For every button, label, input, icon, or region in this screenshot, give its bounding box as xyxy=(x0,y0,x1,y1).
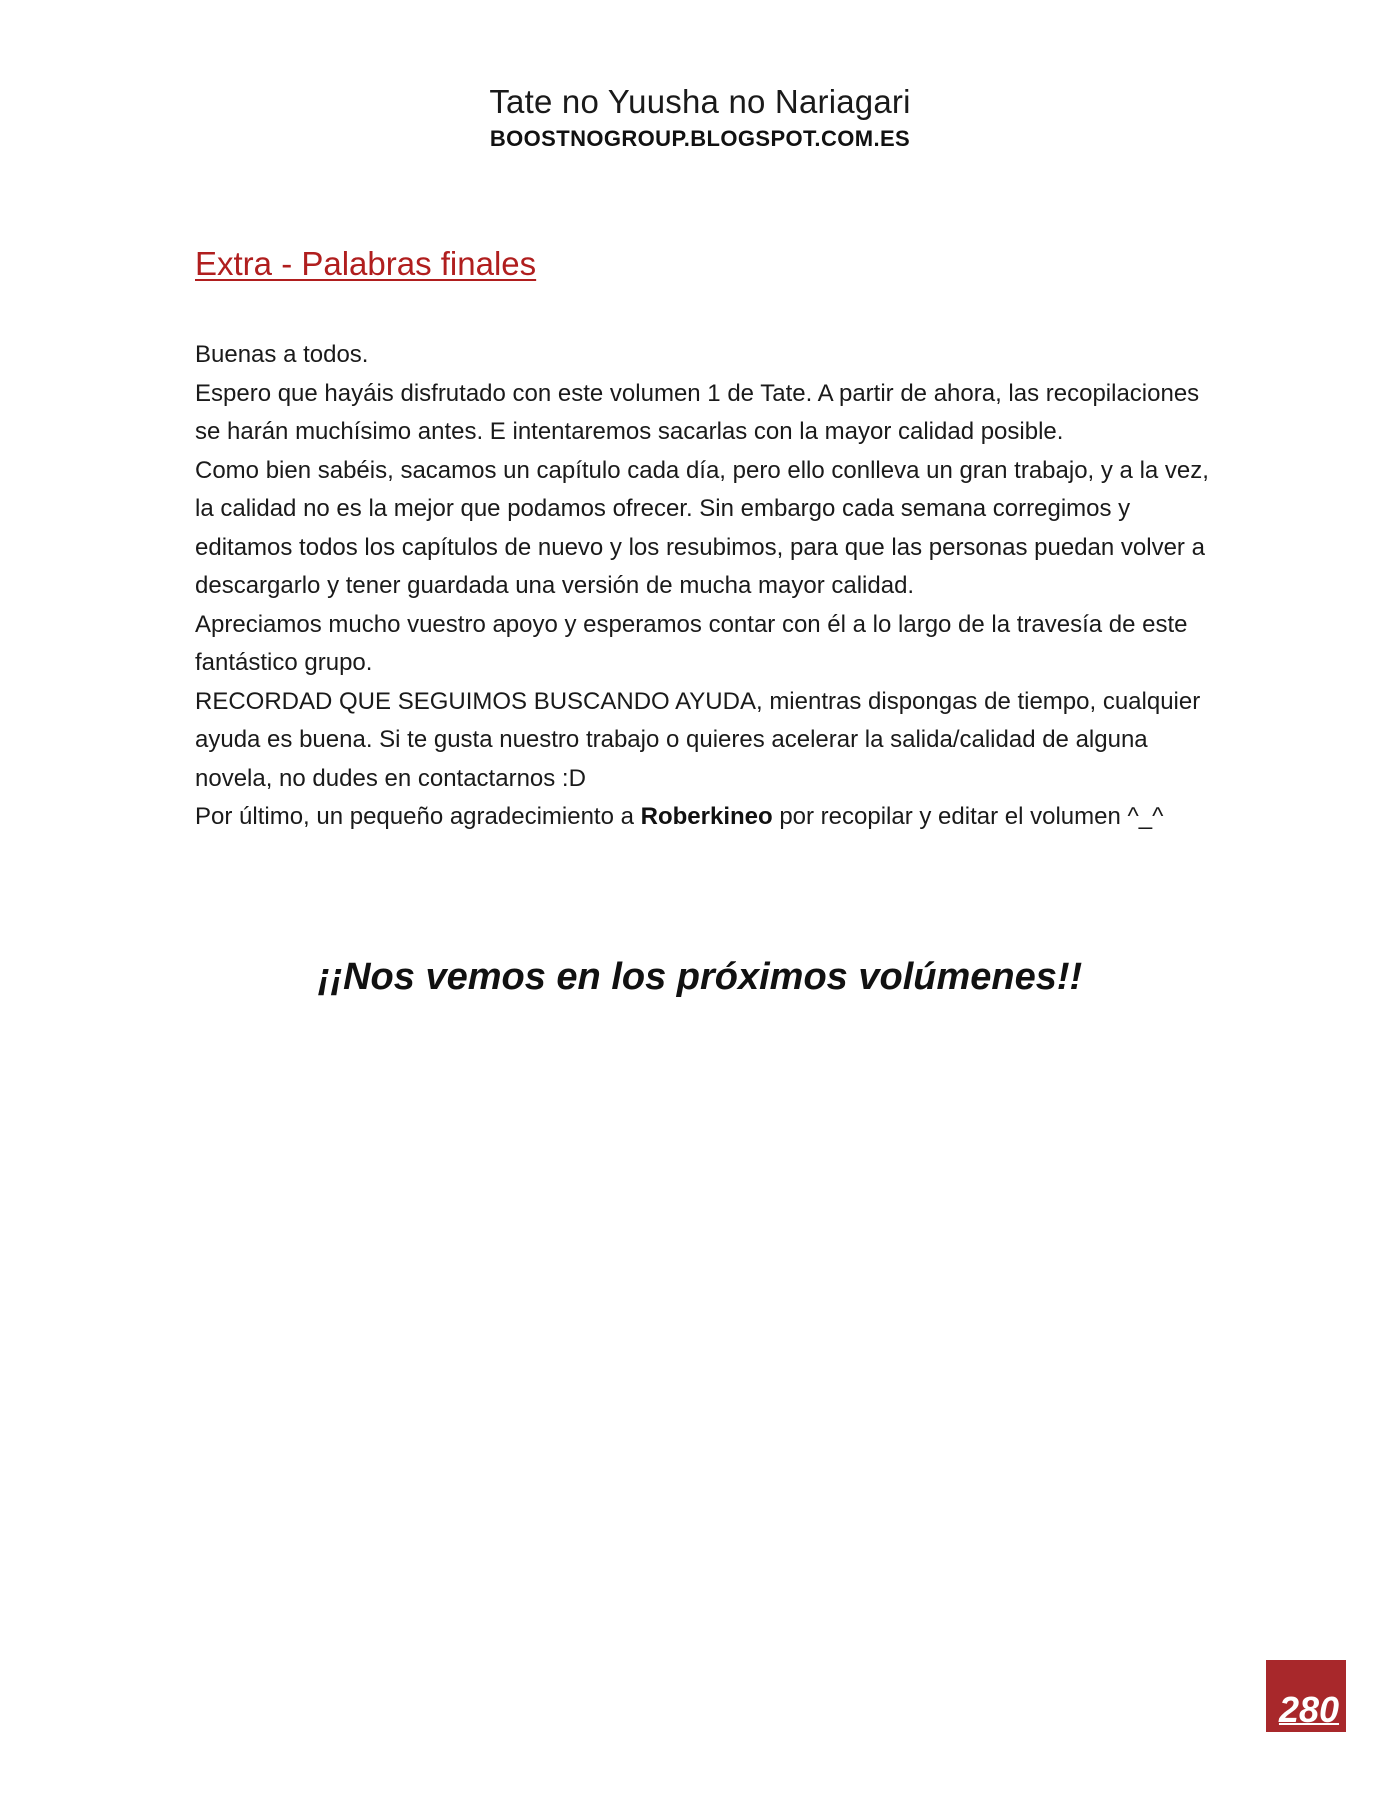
paragraph: Apreciamos mucho vuestro apoyo y esperamos contar con él a lo largo de la travesía de este fantástico grupo. xyxy=(195,610,1188,676)
contributor-name: Roberkineo xyxy=(640,803,773,830)
closing-message: ¡¡Nos vemos en los próximos volúmenes!! xyxy=(317,956,1083,998)
paragraph: Buenas a todos. xyxy=(195,341,369,368)
thanks-text: Por último, un pequeño agradecimiento a xyxy=(195,803,641,830)
book-title: Tate no Yuusha no Nariagari xyxy=(489,83,911,120)
thanks-text-end: por recopilar y editar el volumen ^_^ xyxy=(772,803,1164,830)
paragraph-thanks xyxy=(195,798,1215,837)
paragraph: RECORDAD QUE SEGUIMOS BUSCANDO AYUDA, mientras dispongas de tiempo, cualquier ayuda es buena. Si te gusta nuestro trabajo o quieres acelerar la salida/calidad de alguna novela, no dudes en contactarnos :D xyxy=(195,687,1201,792)
paragraph: Espero que hayáis disfrutado con este volumen 1 de Tate. A partir de ahora, las recopilaciones se harán muchísimo antes. E intentaremos sacarlas con la mayor calidad posible. xyxy=(195,379,1200,445)
paragraph: Como bien sabéis, sacamos un capítulo cada día, pero ello conlleva un gran trabajo, y a la vez, la calidad no es la mejor que podamos ofrecer. Sin embargo cada semana corregimos y editamos todos los capítulos de nuevo y los resubimos, para que las personas puedan volver a descargarlo y tener guardada una versión de mucha mayor calidad. xyxy=(195,456,1209,599)
website-url: BOOSTNOGROUP.BLOGSPOT.COM.ES xyxy=(489,126,911,151)
section-title: Extra - Palabras finales xyxy=(195,245,537,282)
page-number-badge xyxy=(1266,1660,1346,1732)
body-text xyxy=(195,336,1215,837)
page-number: 280 xyxy=(1278,1689,1340,1730)
main-content xyxy=(195,242,1215,837)
page-header xyxy=(0,80,1400,154)
